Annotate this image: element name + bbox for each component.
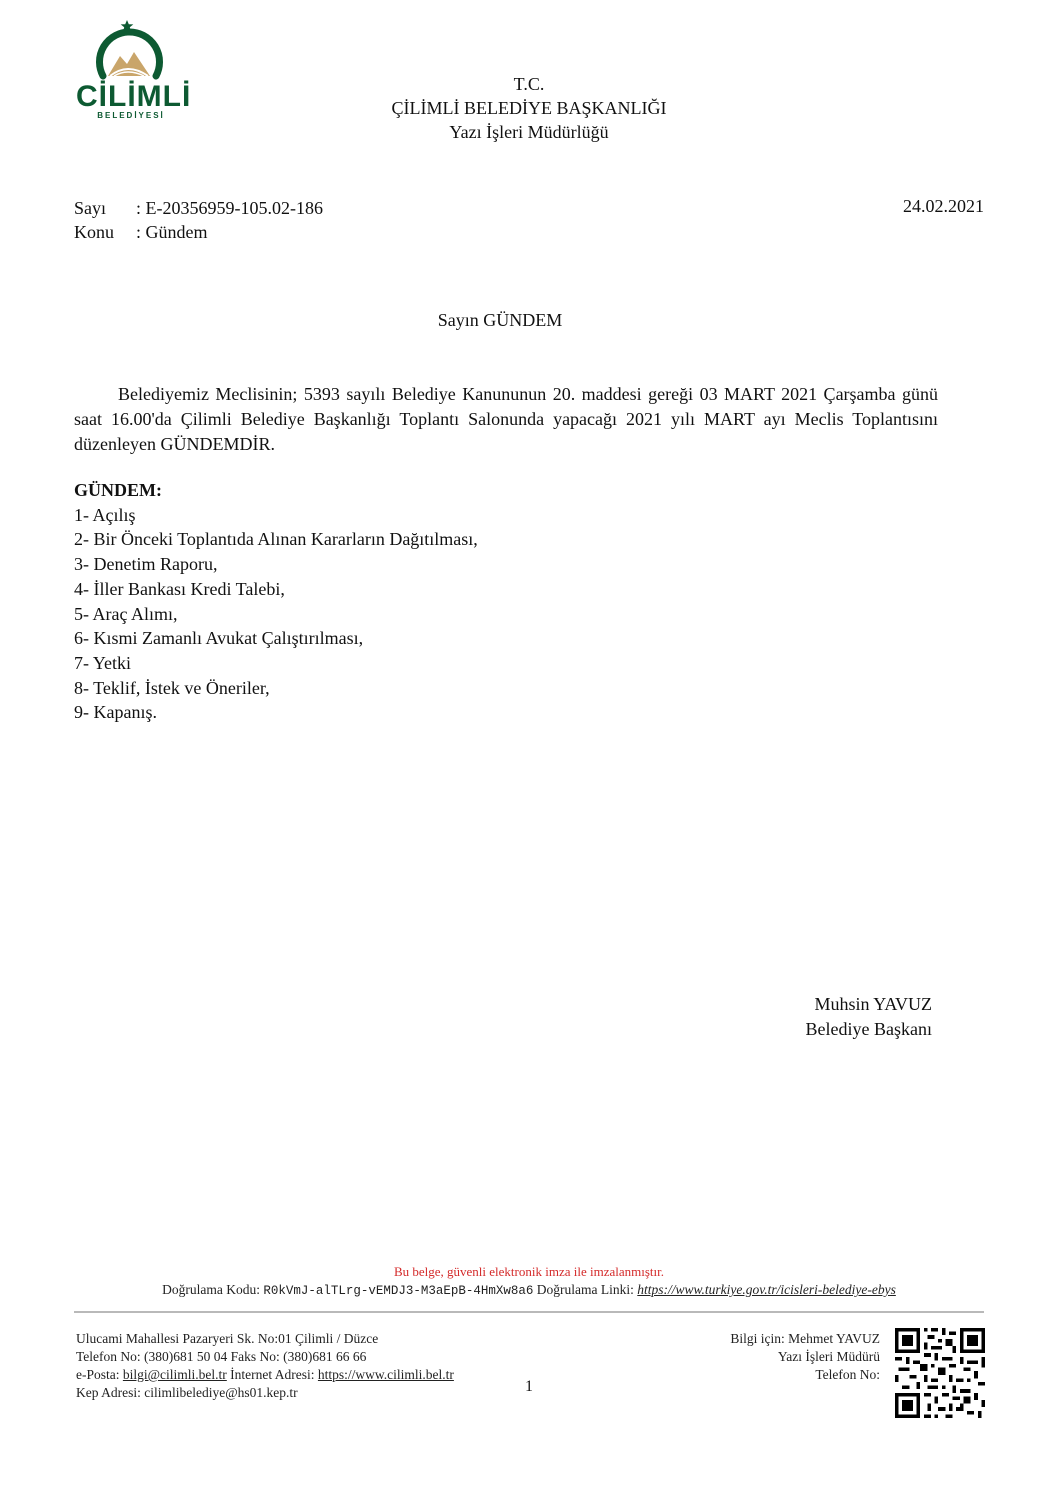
agenda-item: 3- Denetim Raporu, bbox=[74, 554, 218, 575]
agenda-item: 6- Kısmi Zamanlı Avukat Çalıştırılması, bbox=[74, 628, 364, 649]
email-label: e-Posta: bbox=[76, 1367, 120, 1382]
verify-link[interactable]: https://www.turkiye.gov.tr/icisleri-belediye-ebys bbox=[637, 1282, 896, 1297]
agenda-list bbox=[74, 503, 478, 725]
info-contact-person: Bilgi için: Mehmet YAVUZ bbox=[730, 1331, 880, 1346]
address-line: Ulucami Mahallesi Pazaryeri Sk. No:01 Çilimli / Düzce bbox=[76, 1331, 379, 1346]
info-contact-phone: Telefon No: bbox=[815, 1367, 880, 1382]
page-number: 1 bbox=[525, 1378, 533, 1395]
esign-note: Bu belge, güvenli elektronik imza ile imzalanmıştır. bbox=[393, 1264, 665, 1279]
website-link[interactable]: https://www.cilimli.bel.tr bbox=[317, 1367, 454, 1382]
document-date: 24.02.2021 bbox=[903, 196, 984, 216]
agenda-section bbox=[74, 478, 478, 725]
verify-link-label: Doğrulama Linki: bbox=[536, 1282, 634, 1297]
agenda-item: 9- Kapanış. bbox=[74, 702, 157, 723]
agenda-item: 8- Teklif, İstek ve Öneriler, bbox=[74, 677, 270, 698]
konu-value: : Gündem bbox=[136, 222, 208, 242]
agenda-title: GÜNDEM: bbox=[74, 480, 162, 500]
header-line-department: Yazı İşleri Müdürlüğü bbox=[449, 122, 609, 142]
agenda-item: 1- Açılış bbox=[74, 504, 136, 525]
email-link[interactable]: bilgi@cilimli.bel.tr bbox=[122, 1367, 227, 1382]
footer-divider bbox=[74, 1311, 984, 1313]
phone-line: Telefon No: (380)681 50 04 Faks No: (380)681 66 66 bbox=[76, 1349, 367, 1364]
signer-title: Belediye Başkanı bbox=[805, 1019, 932, 1039]
logo-subtitle: BELEDİYESİ bbox=[97, 111, 165, 120]
signer-name: Muhsin YAVUZ bbox=[814, 994, 932, 1014]
sayi-label: Sayı bbox=[74, 198, 107, 218]
agenda-item: 7- Yetki bbox=[74, 652, 132, 673]
agenda-item: 5- Araç Alımı, bbox=[74, 603, 178, 624]
header-line-institution: ÇİLİMLİ BELEDİYE BAŞKANLIĞI bbox=[391, 98, 667, 118]
qr-code-icon bbox=[895, 1328, 985, 1418]
body-paragraph: Belediyemiz Meclisinin; 5393 sayılı Belediye Kanununun 20. maddesi gereği 03 MART 2021 Çarşamba günü saat 16.00'da Çilimli Belediye Başkanlığı Toplantı Salonunda yapacağı 2021 yılı MART ayı Meclis Toplantısını düzenleyen GÜNDEMDİR. bbox=[74, 384, 938, 454]
header-line-tc: T.C. bbox=[513, 74, 545, 94]
document-header bbox=[0, 72, 1058, 144]
verification-line bbox=[0, 1282, 1058, 1298]
sayi-value: : E-20356959-105.02-186 bbox=[136, 198, 323, 218]
logo-wordmark: CİLİMLİ bbox=[76, 80, 192, 113]
verify-code-label: Doğrulama Kodu: bbox=[162, 1282, 260, 1297]
agenda-item: 2- Bir Önceki Toplantıda Alınan Kararların Dağıtılması, bbox=[74, 529, 478, 550]
web-label: İnternet Adresi: bbox=[230, 1367, 315, 1382]
kep-line: Kep Adresi: cilimlibelediye@hs01.kep.tr bbox=[76, 1385, 298, 1400]
meta-sayi-row bbox=[74, 196, 323, 220]
konu-label: Konu bbox=[74, 222, 114, 242]
meta-konu-row bbox=[74, 220, 323, 244]
document-meta bbox=[74, 196, 323, 244]
verify-code: R0kVmJ-alTLrg-vEMDJ3-M3aEpB-4HmXw8a6 bbox=[263, 1284, 534, 1298]
info-contact-title: Yazı İşleri Müdürü bbox=[777, 1349, 880, 1364]
info-block bbox=[650, 1330, 880, 1384]
salutation: Sayın GÜNDEM bbox=[437, 310, 563, 330]
agenda-item: 4- İller Bankası Kredi Talebi, bbox=[74, 578, 285, 599]
signature-block bbox=[700, 992, 932, 1042]
